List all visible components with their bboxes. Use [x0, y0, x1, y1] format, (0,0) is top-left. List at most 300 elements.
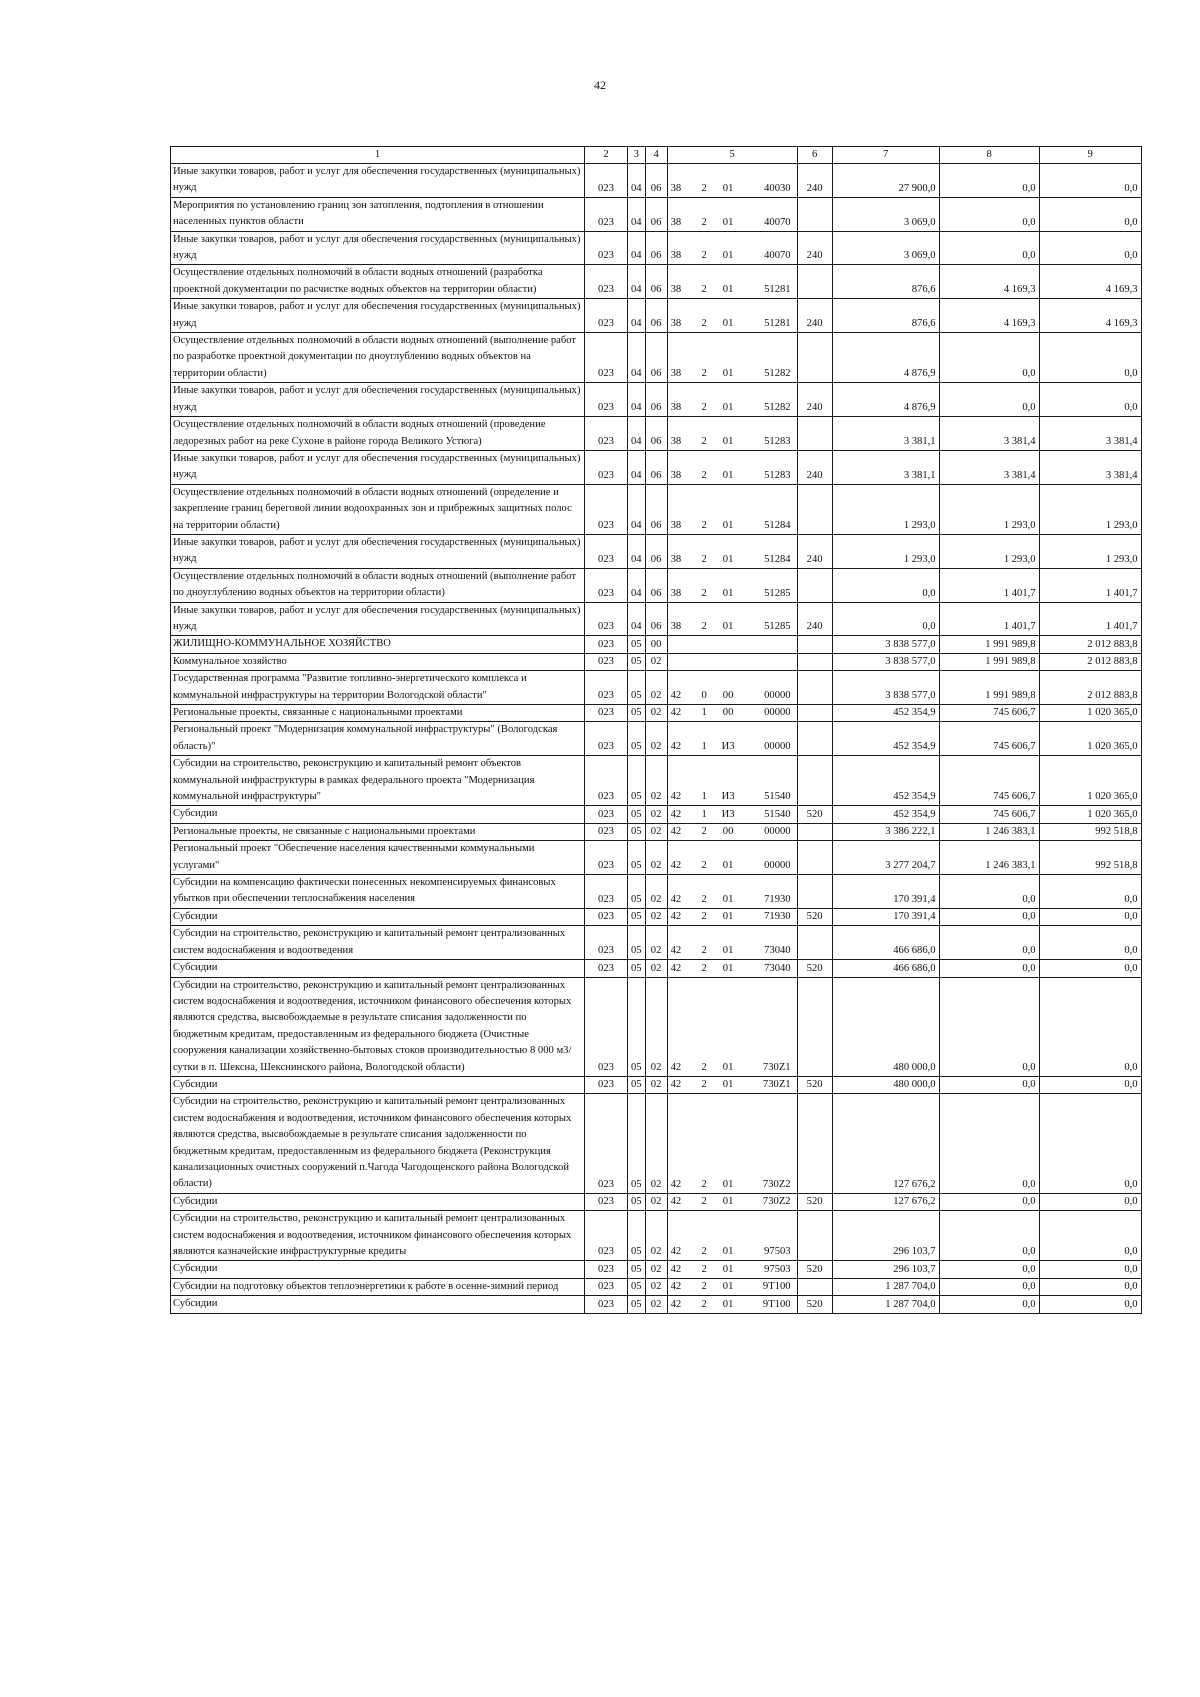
cell-code-3: 05: [628, 1278, 646, 1295]
cell-code-4: 06: [645, 197, 667, 231]
cell-amount-9: 4 169,3: [1039, 265, 1141, 299]
cell-code-3: 04: [628, 450, 646, 484]
row-name-cell: Субсидии: [171, 1296, 585, 1313]
cell-code-2: 023: [585, 1211, 628, 1261]
cell-code-5-program: 42: [667, 926, 695, 960]
cell-code-3: 05: [628, 841, 646, 875]
cell-code-2: 023: [585, 602, 628, 636]
cell-code-3: 05: [628, 823, 646, 840]
table-row: [171, 806, 1142, 823]
cell-code-5-project: И3: [713, 806, 743, 823]
cell-code-5-direction: 40030: [743, 164, 797, 198]
cell-amount-9: 1 020 365,0: [1039, 756, 1141, 806]
cell-code-2: 023: [585, 823, 628, 840]
cell-code-5-program: 38: [667, 197, 695, 231]
cell-code-5-direction: 730Z1: [743, 1076, 797, 1093]
cell-code-5-program: 42: [667, 806, 695, 823]
cell-code-5-program: 42: [667, 875, 695, 909]
cell-code-5-project: 01: [713, 450, 743, 484]
cell-code-6: [797, 333, 832, 383]
cell-amount-9: 2 012 883,8: [1039, 653, 1141, 670]
cell-amount-8: 0,0: [939, 960, 1039, 977]
cell-code-5-direction: 51282: [743, 383, 797, 417]
cell-code-5-direction: 51284: [743, 534, 797, 568]
cell-amount-7: 3 069,0: [832, 231, 939, 265]
cell-amount-7: 296 103,7: [832, 1211, 939, 1261]
cell-amount-7: 3 381,1: [832, 417, 939, 451]
cell-code-5-subprogram: [695, 636, 713, 653]
table-row: [171, 841, 1142, 875]
cell-amount-8: 3 381,4: [939, 450, 1039, 484]
cell-code-5-subprogram: 2: [695, 197, 713, 231]
table-row: [171, 756, 1142, 806]
cell-code-5-program: 42: [667, 1278, 695, 1295]
cell-code-5-direction: 51285: [743, 568, 797, 602]
cell-code-5-subprogram: 2: [695, 926, 713, 960]
cell-code-2: 023: [585, 1193, 628, 1210]
cell-code-4: 02: [645, 1261, 667, 1278]
cell-amount-9: 1 293,0: [1039, 534, 1141, 568]
cell-code-3: 04: [628, 231, 646, 265]
cell-code-4: 02: [645, 806, 667, 823]
row-name-cell: Субсидии: [171, 1076, 585, 1093]
cell-code-5-project: 01: [713, 534, 743, 568]
cell-amount-9: 0,0: [1039, 1094, 1141, 1193]
cell-code-5-direction: 00000: [743, 671, 797, 705]
cell-code-5-subprogram: 2: [695, 265, 713, 299]
cell-amount-8: 1 293,0: [939, 484, 1039, 534]
cell-code-5-direction: 71930: [743, 908, 797, 925]
table-row: [171, 875, 1142, 909]
cell-code-4: 02: [645, 823, 667, 840]
cell-code-5-direction: 51282: [743, 333, 797, 383]
cell-code-6: 240: [797, 534, 832, 568]
cell-code-2: 023: [585, 756, 628, 806]
cell-amount-9: 0,0: [1039, 960, 1141, 977]
cell-code-5-program: 38: [667, 484, 695, 534]
cell-amount-8: 1 401,7: [939, 568, 1039, 602]
cell-amount-9: 992 518,8: [1039, 841, 1141, 875]
row-name-cell: Коммунальное хозяйство: [171, 653, 585, 670]
cell-code-2: 023: [585, 333, 628, 383]
table-row: [171, 671, 1142, 705]
table-row: [171, 722, 1142, 756]
cell-code-5-program: 38: [667, 383, 695, 417]
cell-code-3: 05: [628, 1296, 646, 1313]
cell-code-3: 04: [628, 197, 646, 231]
table-row: [171, 823, 1142, 840]
cell-code-3: 05: [628, 636, 646, 653]
header-cell: 8: [939, 147, 1039, 164]
cell-code-4: 02: [645, 908, 667, 925]
cell-amount-9: 0,0: [1039, 1193, 1141, 1210]
cell-code-6: 520: [797, 1296, 832, 1313]
table-row: [171, 231, 1142, 265]
cell-code-3: 05: [628, 926, 646, 960]
table-row: [171, 383, 1142, 417]
row-name-cell: Субсидии: [171, 1261, 585, 1278]
cell-code-5-direction: 51284: [743, 484, 797, 534]
cell-amount-7: 3 381,1: [832, 450, 939, 484]
cell-code-5-subprogram: 2: [695, 977, 713, 1076]
row-name-cell: ЖИЛИЩНО-КОММУНАЛЬНОЕ ХОЗЯЙСТВО: [171, 636, 585, 653]
cell-code-6: 520: [797, 806, 832, 823]
cell-code-4: 00: [645, 636, 667, 653]
cell-code-5-subprogram: 2: [695, 823, 713, 840]
cell-amount-7: 452 354,9: [832, 722, 939, 756]
cell-amount-7: 466 686,0: [832, 960, 939, 977]
table-row: [171, 484, 1142, 534]
cell-code-5-program: 42: [667, 908, 695, 925]
cell-amount-8: 745 606,7: [939, 806, 1039, 823]
row-name-cell: Иные закупки товаров, работ и услуг для обеспечения государственных (муниципальных) нужд: [171, 299, 585, 333]
cell-code-5-project: 01: [713, 231, 743, 265]
cell-code-4: 06: [645, 383, 667, 417]
cell-code-5-program: 42: [667, 1193, 695, 1210]
row-name-cell: Государственная программа "Развитие топливно-энергетического комплекса и коммунальной инфраструктуры на территории Вологодской области": [171, 671, 585, 705]
cell-code-5-project: [713, 653, 743, 670]
cell-amount-9: 0,0: [1039, 1278, 1141, 1295]
cell-code-4: 06: [645, 534, 667, 568]
cell-code-3: 05: [628, 1094, 646, 1193]
header-cell: 2: [585, 147, 628, 164]
cell-amount-7: 480 000,0: [832, 1076, 939, 1093]
cell-code-5-project: 01: [713, 1278, 743, 1295]
header-cell: 3: [628, 147, 646, 164]
cell-amount-7: 3 277 204,7: [832, 841, 939, 875]
cell-code-3: 05: [628, 653, 646, 670]
cell-code-5-project: 01: [713, 977, 743, 1076]
cell-code-4: 02: [645, 705, 667, 722]
cell-amount-8: 1 293,0: [939, 534, 1039, 568]
cell-code-3: 05: [628, 908, 646, 925]
cell-code-4: 06: [645, 568, 667, 602]
cell-amount-9: 1 020 365,0: [1039, 806, 1141, 823]
cell-code-2: 023: [585, 383, 628, 417]
cell-code-3: 05: [628, 960, 646, 977]
cell-amount-8: 0,0: [939, 875, 1039, 909]
cell-code-4: 02: [645, 722, 667, 756]
cell-code-5-direction: 73040: [743, 960, 797, 977]
cell-code-2: 023: [585, 841, 628, 875]
budget-table: [170, 146, 1142, 1314]
cell-amount-9: 0,0: [1039, 383, 1141, 417]
cell-code-3: 04: [628, 484, 646, 534]
cell-code-3: 04: [628, 299, 646, 333]
row-name-cell: Субсидии: [171, 960, 585, 977]
table-row: [171, 1076, 1142, 1093]
cell-amount-8: 745 606,7: [939, 722, 1039, 756]
cell-amount-8: 745 606,7: [939, 756, 1039, 806]
cell-amount-9: 1 401,7: [1039, 602, 1141, 636]
table-row: [171, 977, 1142, 1076]
cell-code-5-program: 42: [667, 1211, 695, 1261]
cell-code-5-subprogram: 2: [695, 1296, 713, 1313]
cell-code-4: 02: [645, 671, 667, 705]
header-cell: 5: [667, 147, 797, 164]
cell-code-5-subprogram: 2: [695, 417, 713, 451]
cell-code-5-project: 01: [713, 197, 743, 231]
cell-code-2: 023: [585, 671, 628, 705]
cell-code-5-project: 01: [713, 841, 743, 875]
cell-code-5-program: 38: [667, 450, 695, 484]
cell-code-5-program: 42: [667, 722, 695, 756]
cell-code-5-program: 42: [667, 1094, 695, 1193]
cell-code-6: 520: [797, 1076, 832, 1093]
cell-code-5-direction: 51285: [743, 602, 797, 636]
cell-code-3: 05: [628, 671, 646, 705]
cell-code-5-direction: 00000: [743, 841, 797, 875]
cell-code-5-subprogram: 2: [695, 568, 713, 602]
cell-code-5-project: 00: [713, 671, 743, 705]
row-name-cell: Иные закупки товаров, работ и услуг для обеспечения государственных (муниципальных) нужд: [171, 164, 585, 198]
cell-code-3: 05: [628, 1193, 646, 1210]
cell-code-2: 023: [585, 705, 628, 722]
cell-amount-9: 992 518,8: [1039, 823, 1141, 840]
table-row: [171, 1261, 1142, 1278]
cell-code-5-program: 42: [667, 960, 695, 977]
cell-code-5-direction: [743, 653, 797, 670]
cell-code-5-project: 01: [713, 960, 743, 977]
cell-code-4: 06: [645, 299, 667, 333]
cell-code-5-direction: 730Z2: [743, 1193, 797, 1210]
cell-code-6: [797, 841, 832, 875]
cell-code-5-project: 01: [713, 1076, 743, 1093]
cell-code-5-subprogram: [695, 653, 713, 670]
row-name-cell: Региональные проекты, не связанные с национальными проектами: [171, 823, 585, 840]
cell-amount-7: 3 838 577,0: [832, 671, 939, 705]
cell-amount-7: 480 000,0: [832, 977, 939, 1076]
cell-code-4: 06: [645, 333, 667, 383]
cell-code-3: 05: [628, 875, 646, 909]
cell-code-5-subprogram: 1: [695, 705, 713, 722]
cell-code-5-project: 01: [713, 265, 743, 299]
cell-code-2: 023: [585, 164, 628, 198]
cell-code-5-subprogram: 2: [695, 534, 713, 568]
cell-code-5-subprogram: 2: [695, 231, 713, 265]
cell-code-5-program: 38: [667, 164, 695, 198]
cell-code-5-direction: [743, 636, 797, 653]
cell-code-5-direction: 40070: [743, 231, 797, 265]
cell-code-5-project: 01: [713, 908, 743, 925]
cell-amount-9: 3 381,4: [1039, 417, 1141, 451]
row-name-cell: Субсидии на строительство, реконструкцию и капитальный ремонт централизованных систем водоснабжения и водоотведения: [171, 926, 585, 960]
cell-amount-7: 170 391,4: [832, 908, 939, 925]
cell-code-5-subprogram: 2: [695, 299, 713, 333]
cell-code-4: 02: [645, 756, 667, 806]
cell-code-4: 02: [645, 1211, 667, 1261]
cell-code-5-project: 01: [713, 299, 743, 333]
cell-code-2: 023: [585, 265, 628, 299]
cell-code-5-project: 01: [713, 1211, 743, 1261]
cell-code-5-subprogram: 1: [695, 806, 713, 823]
cell-code-5-program: [667, 636, 695, 653]
cell-amount-9: 0,0: [1039, 1296, 1141, 1313]
cell-amount-7: 3 386 222,1: [832, 823, 939, 840]
cell-code-2: 023: [585, 722, 628, 756]
cell-code-3: 05: [628, 806, 646, 823]
cell-code-4: 02: [645, 1296, 667, 1313]
cell-amount-8: 0,0: [939, 164, 1039, 198]
cell-code-3: 05: [628, 1211, 646, 1261]
cell-amount-9: 0,0: [1039, 908, 1141, 925]
cell-amount-9: 3 381,4: [1039, 450, 1141, 484]
cell-code-5-subprogram: 2: [695, 602, 713, 636]
cell-code-6: [797, 1094, 832, 1193]
cell-code-6: 520: [797, 960, 832, 977]
cell-code-5-direction: 00000: [743, 722, 797, 756]
cell-code-6: 520: [797, 1261, 832, 1278]
cell-code-4: 06: [645, 602, 667, 636]
cell-code-5-program: 42: [667, 1296, 695, 1313]
cell-amount-7: 170 391,4: [832, 875, 939, 909]
table-row: [171, 1278, 1142, 1295]
cell-code-5-program: 38: [667, 231, 695, 265]
cell-code-5-direction: 51283: [743, 417, 797, 451]
cell-code-6: 240: [797, 231, 832, 265]
cell-code-6: [797, 636, 832, 653]
cell-code-5-project: 01: [713, 383, 743, 417]
cell-code-5-program: 42: [667, 1261, 695, 1278]
cell-code-5-project: [713, 636, 743, 653]
cell-amount-9: 1 293,0: [1039, 484, 1141, 534]
cell-code-6: [797, 197, 832, 231]
cell-code-2: 023: [585, 926, 628, 960]
cell-code-5-direction: 9Т100: [743, 1278, 797, 1295]
cell-amount-8: 1 991 989,8: [939, 636, 1039, 653]
table-row: [171, 1296, 1142, 1313]
cell-amount-9: 0,0: [1039, 875, 1141, 909]
cell-code-4: 02: [645, 977, 667, 1076]
cell-code-2: 023: [585, 1278, 628, 1295]
cell-amount-8: 3 381,4: [939, 417, 1039, 451]
cell-amount-7: 4 876,9: [832, 333, 939, 383]
row-name-cell: Осуществление отдельных полномочий в области водных отношений (выполнение работ по дноуглублению водных объектов на территории области): [171, 568, 585, 602]
cell-amount-8: 0,0: [939, 908, 1039, 925]
cell-code-5-direction: 40070: [743, 197, 797, 231]
row-name-cell: Осуществление отдельных полномочий в области водных отношений (разработка проектной документации по расчистке водных объектов на территории области): [171, 265, 585, 299]
row-name-cell: Субсидии: [171, 908, 585, 925]
cell-code-6: [797, 722, 832, 756]
cell-code-6: 520: [797, 1193, 832, 1210]
row-name-cell: Осуществление отдельных полномочий в области водных отношений (выполнение работ по разработке проектной документации по дноуглублению водных объектов на территории области): [171, 333, 585, 383]
cell-code-2: 023: [585, 197, 628, 231]
cell-code-5-subprogram: 2: [695, 1193, 713, 1210]
cell-amount-8: 4 169,3: [939, 299, 1039, 333]
cell-code-5-program: 38: [667, 568, 695, 602]
cell-amount-8: 0,0: [939, 1296, 1039, 1313]
row-name-cell: Субсидии на строительство, реконструкцию и капитальный ремонт централизованных систем водоснабжения и водоотведения, источником финансового обеспечения которых являются средства, высвобождаемые в результате списания задолженности по бюджетным кредитам, предоставленным из федерального бюджета (Реконструкция канализационных очистных сооружений п.Чагода Чагодощенского района Вологодской области): [171, 1094, 585, 1193]
cell-amount-9: 0,0: [1039, 926, 1141, 960]
table-row: [171, 299, 1142, 333]
row-name-cell: Региональные проекты, связанные с национальными проектами: [171, 705, 585, 722]
row-name-cell: Субсидии: [171, 806, 585, 823]
header-cell: 6: [797, 147, 832, 164]
cell-code-4: 02: [645, 1076, 667, 1093]
cell-code-5-subprogram: 2: [695, 841, 713, 875]
cell-code-2: 023: [585, 450, 628, 484]
cell-amount-8: 0,0: [939, 1094, 1039, 1193]
cell-code-5-project: 00: [713, 705, 743, 722]
cell-amount-9: 0,0: [1039, 164, 1141, 198]
row-name-cell: Иные закупки товаров, работ и услуг для обеспечения государственных (муниципальных) нужд: [171, 534, 585, 568]
cell-amount-7: 3 069,0: [832, 197, 939, 231]
table-row: [171, 1094, 1142, 1193]
page-number: 42: [594, 78, 606, 92]
cell-amount-7: 876,6: [832, 265, 939, 299]
cell-code-2: 023: [585, 484, 628, 534]
cell-amount-9: 0,0: [1039, 977, 1141, 1076]
cell-code-6: [797, 977, 832, 1076]
cell-code-4: 02: [645, 926, 667, 960]
cell-amount-7: 452 354,9: [832, 806, 939, 823]
cell-code-3: 05: [628, 1261, 646, 1278]
cell-code-5-direction: 71930: [743, 875, 797, 909]
table-row: [171, 960, 1142, 977]
cell-amount-8: 0,0: [939, 1076, 1039, 1093]
cell-amount-8: 0,0: [939, 197, 1039, 231]
cell-amount-9: 4 169,3: [1039, 299, 1141, 333]
cell-amount-9: 0,0: [1039, 1076, 1141, 1093]
cell-code-5-subprogram: 2: [695, 960, 713, 977]
cell-code-3: 05: [628, 977, 646, 1076]
cell-code-3: 04: [628, 568, 646, 602]
cell-amount-7: 3 838 577,0: [832, 636, 939, 653]
cell-code-2: 023: [585, 636, 628, 653]
cell-code-6: [797, 875, 832, 909]
cell-amount-7: 1 293,0: [832, 534, 939, 568]
cell-amount-7: 0,0: [832, 568, 939, 602]
cell-amount-9: 0,0: [1039, 231, 1141, 265]
cell-code-2: 023: [585, 1296, 628, 1313]
cell-amount-7: 127 676,2: [832, 1193, 939, 1210]
cell-code-5-program: 38: [667, 299, 695, 333]
cell-code-5-program: 38: [667, 333, 695, 383]
cell-code-5-project: 01: [713, 568, 743, 602]
cell-code-5-subprogram: 2: [695, 1261, 713, 1278]
cell-code-6: 240: [797, 383, 832, 417]
cell-code-6: 520: [797, 908, 832, 925]
cell-code-2: 023: [585, 908, 628, 925]
cell-code-5-direction: 730Z1: [743, 977, 797, 1076]
row-name-cell: Субсидии на строительство, реконструкцию и капитальный ремонт централизованных систем водоснабжения и водоотведения, источником финансового обеспечения которых являются казначейские инфраструктурные кредиты: [171, 1211, 585, 1261]
cell-code-2: 023: [585, 299, 628, 333]
table-row: [171, 164, 1142, 198]
cell-code-3: 05: [628, 705, 646, 722]
cell-code-4: 02: [645, 1193, 667, 1210]
cell-code-5-program: 42: [667, 1076, 695, 1093]
table-row: [171, 265, 1142, 299]
cell-code-5-program: 42: [667, 705, 695, 722]
cell-code-5-project: 01: [713, 1261, 743, 1278]
cell-code-5-program: 38: [667, 534, 695, 568]
row-name-cell: Иные закупки товаров, работ и услуг для обеспечения государственных (муниципальных) нужд: [171, 450, 585, 484]
cell-amount-7: 0,0: [832, 602, 939, 636]
cell-code-5-direction: 97503: [743, 1261, 797, 1278]
cell-code-6: [797, 671, 832, 705]
table-row: [171, 1193, 1142, 1210]
cell-code-5-project: 01: [713, 875, 743, 909]
cell-code-2: 023: [585, 417, 628, 451]
cell-code-4: 06: [645, 231, 667, 265]
table-row: [171, 417, 1142, 451]
cell-code-5-program: 42: [667, 823, 695, 840]
cell-code-6: [797, 653, 832, 670]
table-row: [171, 653, 1142, 670]
cell-code-5-project: 01: [713, 926, 743, 960]
table-row: [171, 602, 1142, 636]
cell-code-6: [797, 756, 832, 806]
